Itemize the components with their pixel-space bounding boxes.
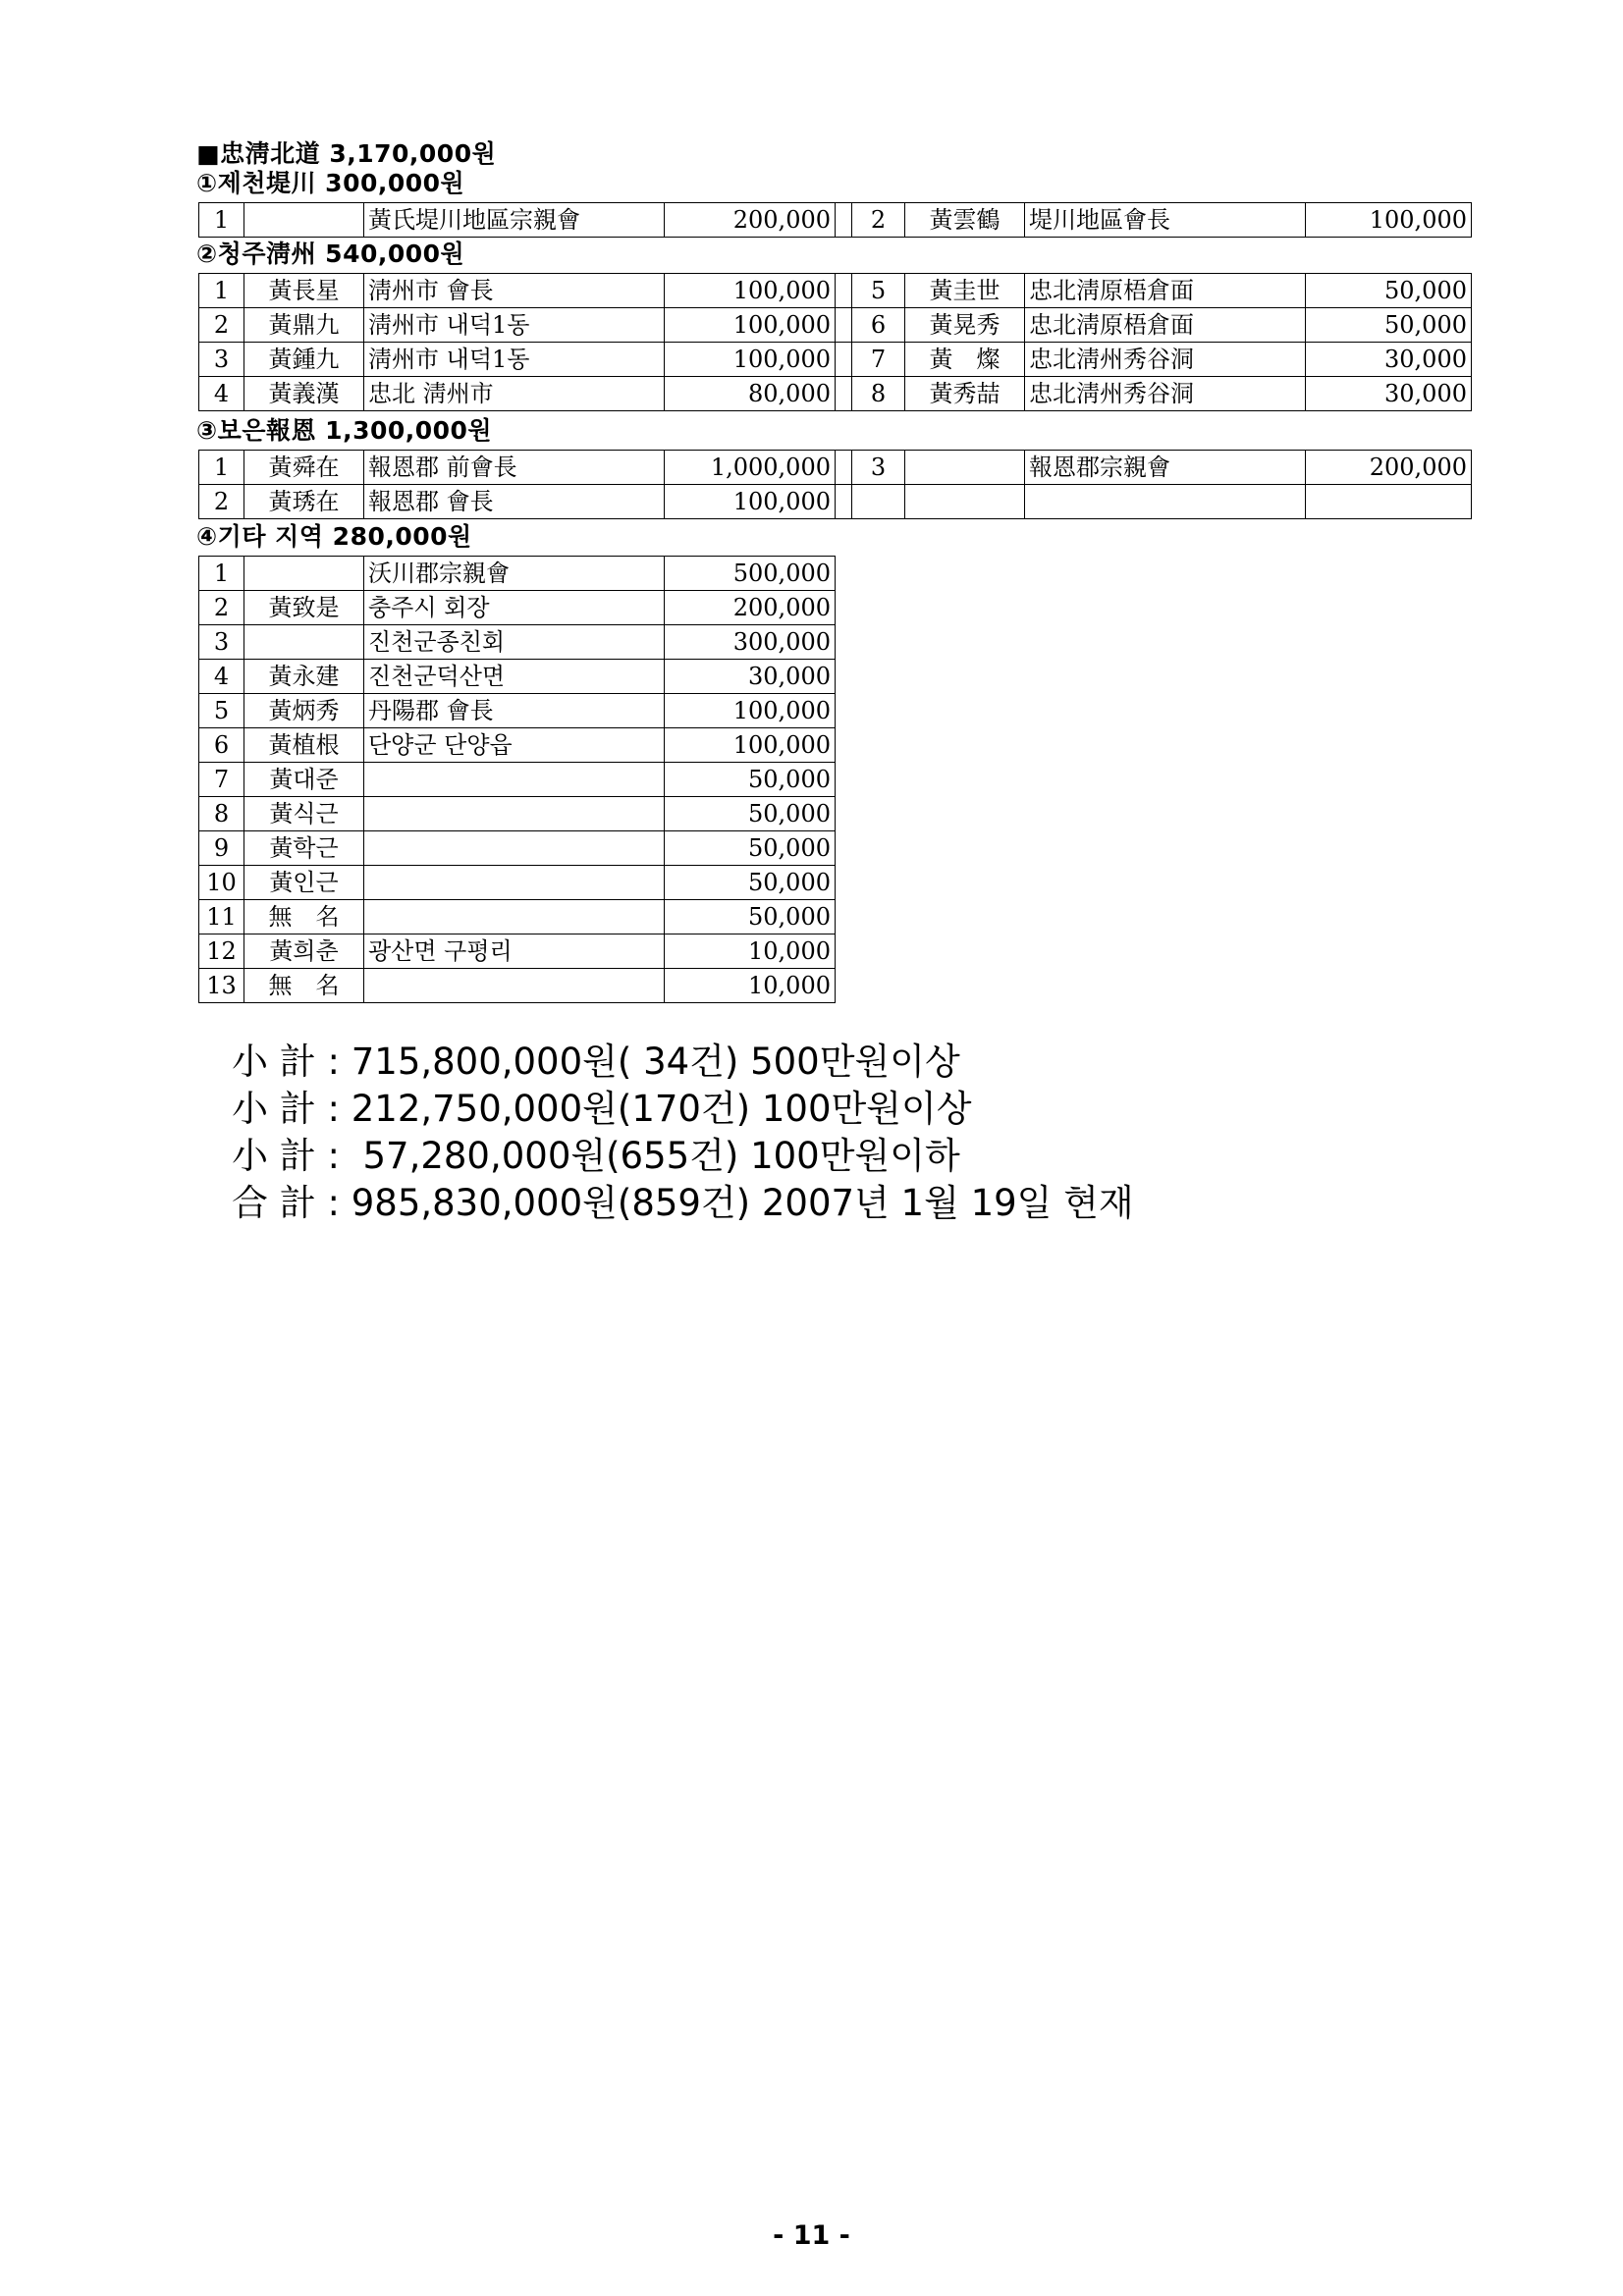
table-row	[199, 625, 836, 660]
table-row	[199, 274, 1472, 308]
donation-amount: 200,000	[1306, 451, 1472, 485]
donation-amount: 50,000	[665, 797, 836, 831]
donor-name: 黃희춘	[244, 934, 364, 969]
donor-description: 忠北淸原梧倉面	[1025, 274, 1306, 308]
donor-description: 忠北淸原梧倉面	[1025, 308, 1306, 343]
row-number: 11	[199, 900, 244, 934]
donation-amount: 100,000	[665, 694, 836, 728]
column-gap	[836, 485, 852, 519]
donation-amount: 50,000	[665, 831, 836, 866]
table-row	[199, 969, 836, 1003]
table-row	[199, 203, 1472, 238]
table-row	[199, 451, 1472, 485]
donor-name: 黃炳秀	[244, 694, 364, 728]
table-row	[199, 660, 836, 694]
row-number: 6	[199, 728, 244, 763]
donor-description: 진천군덕산면	[364, 660, 665, 694]
table-other-regions	[198, 556, 836, 1003]
column-gap	[836, 308, 852, 343]
table-jecheon	[198, 202, 1472, 238]
donation-amount: 50,000	[1306, 308, 1472, 343]
donor-name: 黃致是	[244, 591, 364, 625]
column-gap	[836, 451, 852, 485]
donor-name: 黃琇在	[244, 485, 364, 519]
donor-name: 黃長星	[244, 274, 364, 308]
donation-amount	[1306, 485, 1472, 519]
donation-amount: 30,000	[665, 660, 836, 694]
section-title-other-regions: ④기타 지역 280,000원	[196, 522, 472, 551]
table-row	[199, 728, 836, 763]
row-number: 2	[199, 485, 244, 519]
donor-description: 報恩郡 前會長	[364, 451, 665, 485]
donation-amount: 50,000	[665, 866, 836, 900]
donor-description	[364, 831, 665, 866]
row-number: 5	[852, 274, 905, 308]
donor-description	[364, 969, 665, 1003]
row-number: 3	[199, 625, 244, 660]
section-title-boeun: ③보은報恩 1,300,000원	[196, 416, 493, 445]
table-row	[199, 557, 836, 591]
row-number: 13	[199, 969, 244, 1003]
table-row	[199, 485, 1472, 519]
row-number: 7	[852, 343, 905, 377]
table-row	[199, 900, 836, 934]
row-number: 1	[199, 274, 244, 308]
table-row	[199, 694, 836, 728]
donation-amount: 50,000	[1306, 274, 1472, 308]
donation-amount: 100,000	[665, 485, 836, 519]
donor-description: 丹陽郡 會長	[364, 694, 665, 728]
donor-description: 堤川地區會長	[1025, 203, 1306, 238]
donor-description: 報恩郡 會長	[364, 485, 665, 519]
donor-name: 黃雲鶴	[905, 203, 1025, 238]
donor-name: 無 名	[244, 969, 364, 1003]
column-gap	[836, 274, 852, 308]
donation-amount: 80,000	[665, 377, 836, 411]
row-number: 9	[199, 831, 244, 866]
row-number: 8	[852, 377, 905, 411]
donation-amount: 100,000	[665, 728, 836, 763]
donor-description: 忠北淸州秀谷洞	[1025, 377, 1306, 411]
row-number: 4	[199, 660, 244, 694]
donor-name	[244, 557, 364, 591]
row-number: 1	[199, 557, 244, 591]
donor-name: 黃晃秀	[905, 308, 1025, 343]
row-number: 1	[199, 451, 244, 485]
donor-name: 黃義漢	[244, 377, 364, 411]
region-title: ■忠淸北道 3,170,000원	[196, 139, 497, 168]
donation-amount: 100,000	[1306, 203, 1472, 238]
table-row	[199, 308, 1472, 343]
donor-description	[364, 900, 665, 934]
donor-description: 沃川郡宗親會	[364, 557, 665, 591]
subtotal-line: 小 計 : 212,750,000원(170건) 100만원이상	[232, 1088, 972, 1130]
table-cheongju	[198, 273, 1472, 411]
table-row	[199, 591, 836, 625]
row-number: 6	[852, 308, 905, 343]
column-gap	[836, 343, 852, 377]
section-title-cheongju: ②청주淸州 540,000원	[196, 240, 465, 268]
row-number: 5	[199, 694, 244, 728]
row-number: 7	[199, 763, 244, 797]
donor-description: 忠北淸州秀谷洞	[1025, 343, 1306, 377]
row-number: 3	[199, 343, 244, 377]
donor-name: 黃植根	[244, 728, 364, 763]
donor-name: 黃 燦	[905, 343, 1025, 377]
donation-amount: 300,000	[665, 625, 836, 660]
donation-amount: 200,000	[665, 591, 836, 625]
table-row	[199, 934, 836, 969]
donor-name: 黃永建	[244, 660, 364, 694]
donor-name: 黃圭世	[905, 274, 1025, 308]
donor-description: 淸州市 내덕1동	[364, 308, 665, 343]
row-number	[852, 485, 905, 519]
subtotal-line: 小 計 : 57,280,000원(655건) 100만원이하	[232, 1135, 960, 1177]
donor-name: 黃鼎九	[244, 308, 364, 343]
table-row	[199, 831, 836, 866]
section-title-jecheon: ①제천堤川 300,000원	[196, 169, 465, 197]
donor-name: 黃학근	[244, 831, 364, 866]
row-number: 2	[199, 591, 244, 625]
donor-description: 충주시 회장	[364, 591, 665, 625]
table-row	[199, 343, 1472, 377]
donor-description	[1025, 485, 1306, 519]
donation-amount: 50,000	[665, 763, 836, 797]
donor-description: 報恩郡宗親會	[1025, 451, 1306, 485]
row-number: 4	[199, 377, 244, 411]
donor-name	[244, 203, 364, 238]
donor-name: 黃鍾九	[244, 343, 364, 377]
donation-amount: 30,000	[1306, 343, 1472, 377]
subtotal-line: 小 計 : 715,800,000원( 34건) 500만원이상	[232, 1041, 960, 1083]
donor-description: 광산면 구평리	[364, 934, 665, 969]
grand-total-line: 合 計 : 985,830,000원(859건) 2007년 1월 19일 현재	[232, 1182, 1134, 1224]
donor-description: 黃氏堤川地區宗親會	[364, 203, 665, 238]
row-number: 12	[199, 934, 244, 969]
donor-description: 단양군 단양읍	[364, 728, 665, 763]
row-number: 8	[199, 797, 244, 831]
row-number: 10	[199, 866, 244, 900]
donor-name	[244, 625, 364, 660]
donor-name	[905, 485, 1025, 519]
table-row	[199, 866, 836, 900]
donor-name: 黃인근	[244, 866, 364, 900]
totals-summary	[232, 1039, 1134, 1227]
row-number: 2	[199, 308, 244, 343]
donation-amount: 100,000	[665, 308, 836, 343]
donation-amount: 100,000	[665, 274, 836, 308]
donation-amount: 200,000	[665, 203, 836, 238]
donor-name: 黃秀喆	[905, 377, 1025, 411]
donor-description	[364, 797, 665, 831]
donor-name	[905, 451, 1025, 485]
donor-name: 黃식근	[244, 797, 364, 831]
donor-description: 淸州市 내덕1동	[364, 343, 665, 377]
donation-amount: 10,000	[665, 969, 836, 1003]
donor-description	[364, 866, 665, 900]
donation-amount: 50,000	[665, 900, 836, 934]
donation-amount: 500,000	[665, 557, 836, 591]
table-row	[199, 763, 836, 797]
donation-amount: 30,000	[1306, 377, 1472, 411]
donor-description: 진천군종친회	[364, 625, 665, 660]
page-number: - 11 -	[773, 2220, 850, 2251]
table-row	[199, 377, 1472, 411]
donor-description	[364, 763, 665, 797]
donor-description: 忠北 淸州市	[364, 377, 665, 411]
column-gap	[836, 203, 852, 238]
table-row	[199, 797, 836, 831]
donation-amount: 100,000	[665, 343, 836, 377]
donation-amount: 10,000	[665, 934, 836, 969]
donor-name: 黃대준	[244, 763, 364, 797]
donation-amount: 1,000,000	[665, 451, 836, 485]
column-gap	[836, 377, 852, 411]
row-number: 3	[852, 451, 905, 485]
table-boeun	[198, 450, 1472, 519]
donor-name: 黃舜在	[244, 451, 364, 485]
donor-name: 無 名	[244, 900, 364, 934]
row-number: 1	[199, 203, 244, 238]
donor-description: 淸州市 會長	[364, 274, 665, 308]
row-number: 2	[852, 203, 905, 238]
